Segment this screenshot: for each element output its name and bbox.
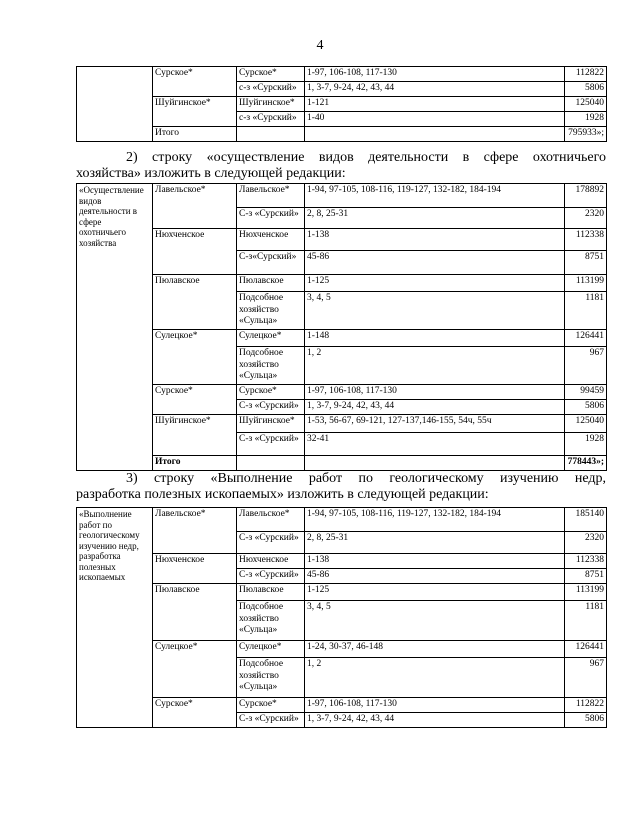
forestry-cell: Подсобное хозяйство «Сульца»: [237, 347, 305, 385]
table-row: [77, 97, 607, 112]
quarters-cell: 3, 4, 5: [305, 292, 565, 330]
total-row: [77, 456, 607, 471]
total-label: Итого: [153, 127, 237, 142]
empty-cell: [237, 127, 305, 142]
forestry-cell: Нюхченское: [237, 554, 305, 569]
total-label: Итого: [153, 456, 237, 471]
area-cell: 2320: [565, 532, 607, 554]
area-cell: 113199: [565, 275, 607, 292]
table-row: [77, 184, 607, 208]
forestry-cell: С-з«Сурский»: [237, 251, 305, 275]
area-cell: 1928: [565, 112, 607, 127]
forestry-cell: С-з «Сурский»: [237, 569, 305, 584]
district-cell: Сурское*: [153, 385, 237, 415]
table-row: [77, 385, 607, 400]
table-row: [77, 330, 607, 347]
area-cell: 112338: [565, 554, 607, 569]
area-cell: 1181: [565, 292, 607, 330]
empty-cell: [305, 127, 565, 142]
page-number: 4: [316, 38, 324, 53]
area-cell: 125040: [565, 97, 607, 112]
paragraph-2: [76, 150, 606, 182]
quarters-cell: 1, 3-7, 9-24, 42, 43, 44: [305, 400, 565, 415]
forestry-cell: С-з «Сурский»: [237, 400, 305, 415]
area-cell: 2320: [565, 208, 607, 229]
area-cell: 185140: [565, 508, 607, 532]
category-cell: «Выполнение работ по геологическому изучению недр, разработка полезных ископаемых: [77, 508, 153, 728]
table-row: [77, 229, 607, 251]
forestry-cell: Сулецкое*: [237, 330, 305, 347]
total-value: 795933»;: [565, 127, 607, 142]
forestry-cell: Пюлавское: [237, 584, 305, 601]
district-cell: Шуйгинское*: [153, 415, 237, 456]
forestry-cell: С-з «Сурский»: [237, 713, 305, 728]
district-cell: Сурское*: [153, 698, 237, 728]
table-row: [77, 641, 607, 658]
quarters-cell: 2, 8, 25-31: [305, 532, 565, 554]
quarters-cell: 1-94, 97-105, 108-116, 119-127, 132-182, 184-194: [305, 184, 565, 208]
area-cell: 99459: [565, 385, 607, 400]
district-cell: Лавельское*: [153, 508, 237, 554]
table-continuation: [76, 66, 607, 142]
quarters-cell: 1-138: [305, 554, 565, 569]
area-cell: 126441: [565, 641, 607, 658]
table-row: [77, 415, 607, 433]
quarters-cell: 32-41: [305, 433, 565, 456]
paragraph-line: 3) строку «Выполнение работ по геологическому изучению недр,: [126, 471, 606, 486]
forestry-cell: Сурское*: [237, 67, 305, 82]
quarters-cell: 45-86: [305, 251, 565, 275]
quarters-cell: 1, 3-7, 9-24, 42, 43, 44: [305, 82, 565, 97]
area-cell: 8751: [565, 569, 607, 584]
quarters-cell: 1-24, 30-37, 46-148: [305, 641, 565, 658]
district-cell: Нюхченское: [153, 554, 237, 584]
forestry-cell: С-з «Сурский»: [237, 433, 305, 456]
quarters-cell: 1-40: [305, 112, 565, 127]
district-cell: Сурское*: [153, 67, 237, 97]
category-cell: [77, 67, 153, 142]
forestry-cell: с-з «Сурский»: [237, 82, 305, 97]
forestry-cell: С-з «Сурский»: [237, 208, 305, 229]
district-cell: Нюхченское: [153, 229, 237, 275]
table-geology: [76, 507, 607, 728]
paragraph-line: хозяйства» изложить в следующей редакции:: [76, 166, 346, 181]
quarters-cell: 1-97, 106-108, 117-130: [305, 67, 565, 82]
quarters-cell: 1-125: [305, 275, 565, 292]
category-cell: «Осуществление видов деятельности в сфере охотничьего хозяйства: [77, 184, 153, 471]
quarters-cell: 1-94, 97-105, 108-116, 119-127, 132-182, 184-194: [305, 508, 565, 532]
table-row: [77, 584, 607, 601]
forestry-cell: Сурское*: [237, 385, 305, 400]
forestry-cell: Сурское*: [237, 698, 305, 713]
forestry-cell: Пюлавское: [237, 275, 305, 292]
paragraph-line: разработка полезных ископаемых» изложить в следующей редакции:: [76, 487, 489, 502]
quarters-cell: 1, 2: [305, 658, 565, 698]
table-row: [77, 554, 607, 569]
forestry-cell: Подсобное хозяйство «Сульца»: [237, 601, 305, 641]
table-row: [77, 698, 607, 713]
area-cell: 112822: [565, 67, 607, 82]
quarters-cell: 1, 3-7, 9-24, 42, 43, 44: [305, 713, 565, 728]
quarters-cell: 1-125: [305, 584, 565, 601]
quarters-cell: 1-138: [305, 229, 565, 251]
area-cell: 967: [565, 347, 607, 385]
area-cell: 1928: [565, 433, 607, 456]
forestry-cell: Сулецкое*: [237, 641, 305, 658]
district-cell: Сулецкое*: [153, 330, 237, 385]
forestry-cell: Подсобное хозяйство «Сульца»: [237, 292, 305, 330]
district-cell: Пюлавское: [153, 584, 237, 641]
quarters-cell: 1-121: [305, 97, 565, 112]
quarters-cell: 1-97, 106-108, 117-130: [305, 385, 565, 400]
table-hunting: [76, 183, 607, 471]
area-cell: 5806: [565, 713, 607, 728]
district-cell: Пюлавское: [153, 275, 237, 330]
quarters-cell: 45-86: [305, 569, 565, 584]
table-row: [77, 508, 607, 532]
area-cell: 113199: [565, 584, 607, 601]
forestry-cell: С-з «Сурский»: [237, 532, 305, 554]
area-cell: 126441: [565, 330, 607, 347]
quarters-cell: 1-148: [305, 330, 565, 347]
area-cell: 967: [565, 658, 607, 698]
district-cell: Шуйгинское*: [153, 97, 237, 127]
quarters-cell: 1, 2: [305, 347, 565, 385]
area-cell: 5806: [565, 400, 607, 415]
district-cell: Сулецкое*: [153, 641, 237, 698]
forestry-cell: Подсобное хозяйство «Сульца»: [237, 658, 305, 698]
area-cell: 178892: [565, 184, 607, 208]
forestry-cell: Лавельское*: [237, 184, 305, 208]
table-row: [77, 275, 607, 292]
quarters-cell: 2, 8, 25-31: [305, 208, 565, 229]
total-row: [77, 127, 607, 142]
forestry-cell: Лавельское*: [237, 508, 305, 532]
quarters-cell: 3, 4, 5: [305, 601, 565, 641]
area-cell: 112338: [565, 229, 607, 251]
paragraph-3: [76, 471, 606, 503]
forestry-cell: Шуйгинское*: [237, 97, 305, 112]
area-cell: 8751: [565, 251, 607, 275]
area-cell: 112822: [565, 698, 607, 713]
quarters-cell: 1-97, 106-108, 117-130: [305, 698, 565, 713]
forestry-cell: Нюхченское: [237, 229, 305, 251]
empty-cell: [305, 456, 565, 471]
table-row: [77, 67, 607, 82]
forestry-cell: с-з «Сурский»: [237, 112, 305, 127]
forestry-cell: Шуйгинское*: [237, 415, 305, 433]
empty-cell: [237, 456, 305, 471]
total-value: 778443»;: [565, 456, 607, 471]
quarters-cell: 1-53, 56-67, 69-121, 127-137,146-155, 54ч, 55ч: [305, 415, 565, 433]
district-cell: Лавельское*: [153, 184, 237, 229]
area-cell: 5806: [565, 82, 607, 97]
paragraph-line: 2) строку «осуществление видов деятельности в сфере охотничьего: [126, 150, 606, 165]
area-cell: 1181: [565, 601, 607, 641]
area-cell: 125040: [565, 415, 607, 433]
